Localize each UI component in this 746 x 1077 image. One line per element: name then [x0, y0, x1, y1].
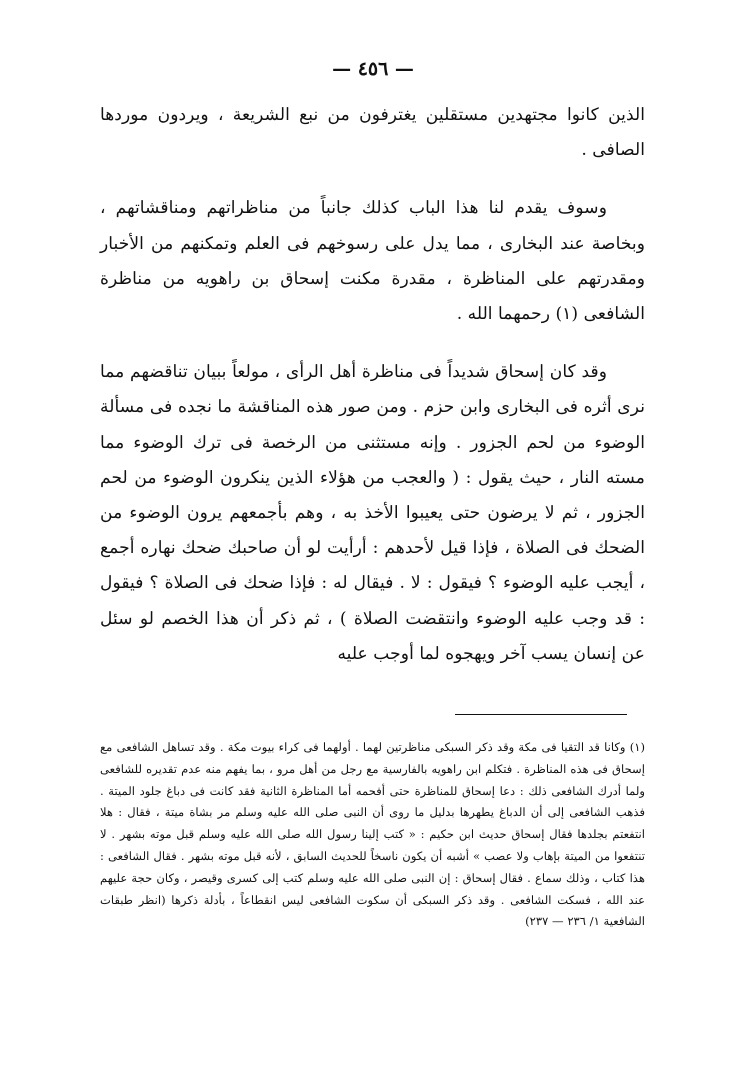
paragraph-debates: وسوف يقدم لنا هذا الباب كذلك جانباً من مناظراتهم ومناقشاتهم ، وبخاصة عند البخارى ، مما يدل على رسوخهم فى العلم وتمكنهم من الأخبار ومقدرتهم على المناظرة ، مقدرة مكنت إسحاق بن راهويه من مناظرة الشافعى (١) رحمهما الله .	[100, 198, 645, 325]
main-text	[100, 98, 645, 672]
footnotes	[100, 737, 645, 933]
paragraph-ishaq-argument: وقد كان إسحاق شديداً فى مناظرة أهل الرأى ، مولعاً ببيان تناقضهم مما نرى أثره فى البخارى وابن حزم . ومن صور هذه المناقشة ما نجده فى مسألة الوضوء من لحم الجزور . وإنه مستثنى من الرخصة فى ترك الوضوء مما مسته النار ، حيث يقول : ( والعجب من هؤلاء الذين ينكرون الوضوء من لحم الجزور ، ثم لا يرضون حتى يعيبوا الأخذ به ، وهم بأجمعهم يرون الوضوء من الضحك فى الصلاة ، فإذا قيل لأحدهم : أرأيت لو أن صاحبك ضحك نهاره أجمع ، أيجب عليه الوضوء ؟ فيقول : لا . فيقال له : فإذا ضحك فى الصلاة ؟ فيقول : قد وجب عليه الوضوء وانتقضت الصلاة ) ، ثم ذكر أن هذا الخصم لو سئل عن إنسان يسب آخر ويهجوه لما أوجب عليه	[100, 362, 645, 664]
paragraph-intro-continuation: الذين كانوا مجتهدين مستقلين يغترفون من نبع الشريعة ، ويردون موردها الصافى .	[100, 105, 645, 161]
page-number: — ٤٥٦ —	[332, 58, 414, 80]
footnote-separator	[455, 714, 627, 715]
footnote-1: (١) وكانا قد التقيا فى مكة وقد ذكر السبكى مناظرتين لهما . أولهما فى كراء بيوت مكة . وقد تساهل الشافعى مع إسحاق فى هذه المناظرة . فتكلم ابن راهويه بالفارسية مع رجل من أهل مرو ، بما يفهم منه عدم تقديره للشافعى ولما أدرك الشافعى ذلك : دعا إسحاق للمناظرة حتى أفحمه أما المناظرة الثانية فقد كانت فى دباغ جلود الميتة . فذهب الشافعى إلى أن الدباغ يطهرها بدليل ما روى أن النبى صلى الله عليه وسلم مر بشاة ميتة ، فقال : هلا انتفعتم بجلدها فقال إسحاق حديث ابن حكيم : « كتب إلينا رسول الله صلى الله عليه وسلم قبل موته بشهر . لا تنتفعوا من الميتة بإهاب ولا عصب » أشبه أن يكون ناسخاً للحديث السابق ، لأنه قبل موته بشهر . فقال الشافعى : هذا كتاب ، وذلك سماع . فقال إسحاق : إن النبى صلى الله عليه وسلم كتب إلى كسرى وقيصر ، وكان حجة عليهم عند الله ، فسكت الشافعى . وقد ذكر السبكى أن سكوت الشافعى ليس انقطاعاً ، بأدلة ذكرها (انظر طبقات الشافعية ١/ ٢٣٦ — ٢٣٧)	[100, 740, 645, 929]
